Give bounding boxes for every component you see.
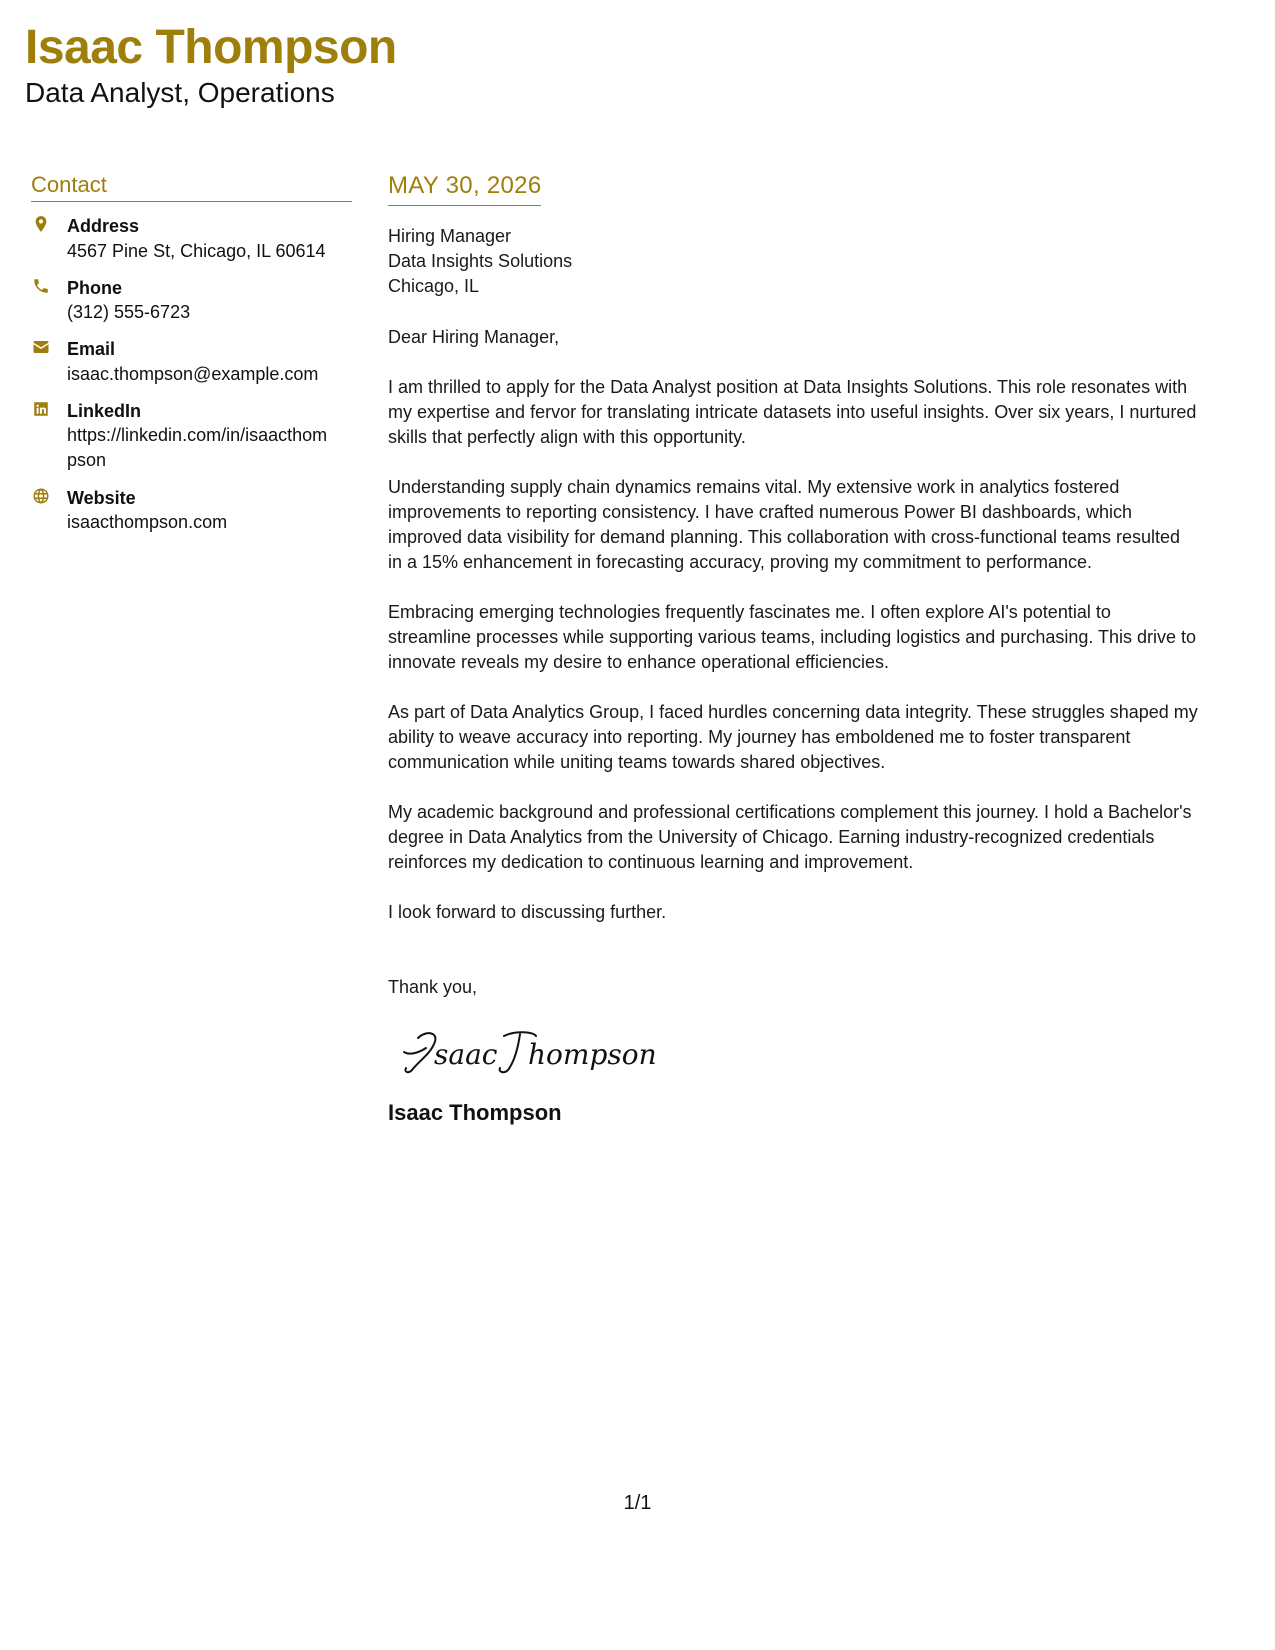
contact-heading: Contact (31, 172, 352, 202)
svg-text:saac: saac (434, 1037, 498, 1071)
closing-line: I look forward to discussing further. (388, 901, 667, 922)
letter-paragraph: My academic background and professional certifications complement this journey. I hold a Bachelor's degree in Data Analytics from the University of Chicago. Earning industry-recognized credentials reinforces my dedication to continuous learning and improvement. (388, 801, 1192, 872)
applicant-name: Isaac Thompson (25, 21, 397, 74)
contact-value-address: 4567 Pine St, Chicago, IL 60614 (67, 240, 326, 261)
letter-paragraph: As part of Data Analytics Group, I faced hurdles concerning data integrity. These struggles shaped my ability to weave accuracy into reporting. My journey has emboldened me to foster transparent communication while uniting teams towards shared objectives. (388, 701, 1198, 772)
contact-item-address (31, 214, 352, 263)
contact-value-email[interactable]: isaac.thompson@example.com (67, 363, 319, 384)
contact-label-linkedin: LinkedIn (67, 400, 142, 421)
salutation: Dear Hiring Manager, (388, 326, 560, 347)
page-number: 1/1 (623, 1492, 652, 1514)
contact-sidebar (31, 172, 352, 547)
contact-label-phone: Phone (67, 277, 123, 298)
phone-icon (31, 276, 51, 296)
letter-date: MAY 30, 2026 (388, 172, 542, 199)
contact-value-website[interactable]: isaacthompson.com (67, 511, 228, 532)
contact-label-email: Email (67, 339, 116, 360)
linkedin-icon (31, 399, 51, 419)
svg-text:hompson: hompson (528, 1037, 657, 1071)
date-block (388, 172, 541, 206)
contact-item-website (31, 486, 352, 535)
letter-paragraph: Understanding supply chain dynamics remains vital. My extensive work in analytics fostered improvements to reporting consistency. I have crafted numerous Power BI dashboards, which improved data visibility for demand planning. This collaboration with cross-functional teams resulted in a 15% enhancement in forecasting accuracy, proving my commitment to performance. (388, 476, 1181, 572)
letter-paragraph: Embracing emerging technologies frequently fascinates me. I often explore AI's potential to streamline processes while supporting various teams, including logistics and purchasing. This drive to innovate reveals my desire to enhance operational efficiencies. (388, 601, 1197, 672)
signer-name: Isaac Thompson (388, 1099, 562, 1125)
letter-paragraph: I am thrilled to apply for the Data Analyst position at Data Insights Solutions. This role resonates with my expertise and fervor for translating intricate datasets into useful insights. Over six years, I nurtured skills that perfectly align with this opportunity. (388, 376, 1197, 447)
globe-icon (31, 486, 51, 506)
contact-value-phone: (312) 555-6723 (67, 302, 191, 323)
contact-item-phone (31, 276, 352, 325)
recipient-line: Chicago, IL (388, 275, 480, 296)
recipient-line: Data Insights Solutions (388, 250, 573, 271)
letter-body (388, 172, 1198, 1126)
contact-label-address: Address (67, 216, 140, 237)
recipient-block (388, 224, 1198, 299)
recipient-line: Hiring Manager (388, 225, 512, 246)
header (25, 22, 925, 109)
handwritten-signature (396, 1022, 1198, 1082)
signoff: Thank you, (388, 976, 478, 997)
contact-item-email (31, 337, 352, 386)
job-title: Data Analyst, Operations (25, 76, 335, 108)
contact-list (31, 214, 352, 535)
contact-value-linkedin[interactable]: https://linkedin.com/in/isaacthompson (67, 425, 328, 471)
envelope-icon (31, 337, 51, 357)
contact-item-linkedin (31, 399, 352, 474)
contact-label-website: Website (67, 487, 136, 508)
map-pin-icon (31, 214, 51, 234)
